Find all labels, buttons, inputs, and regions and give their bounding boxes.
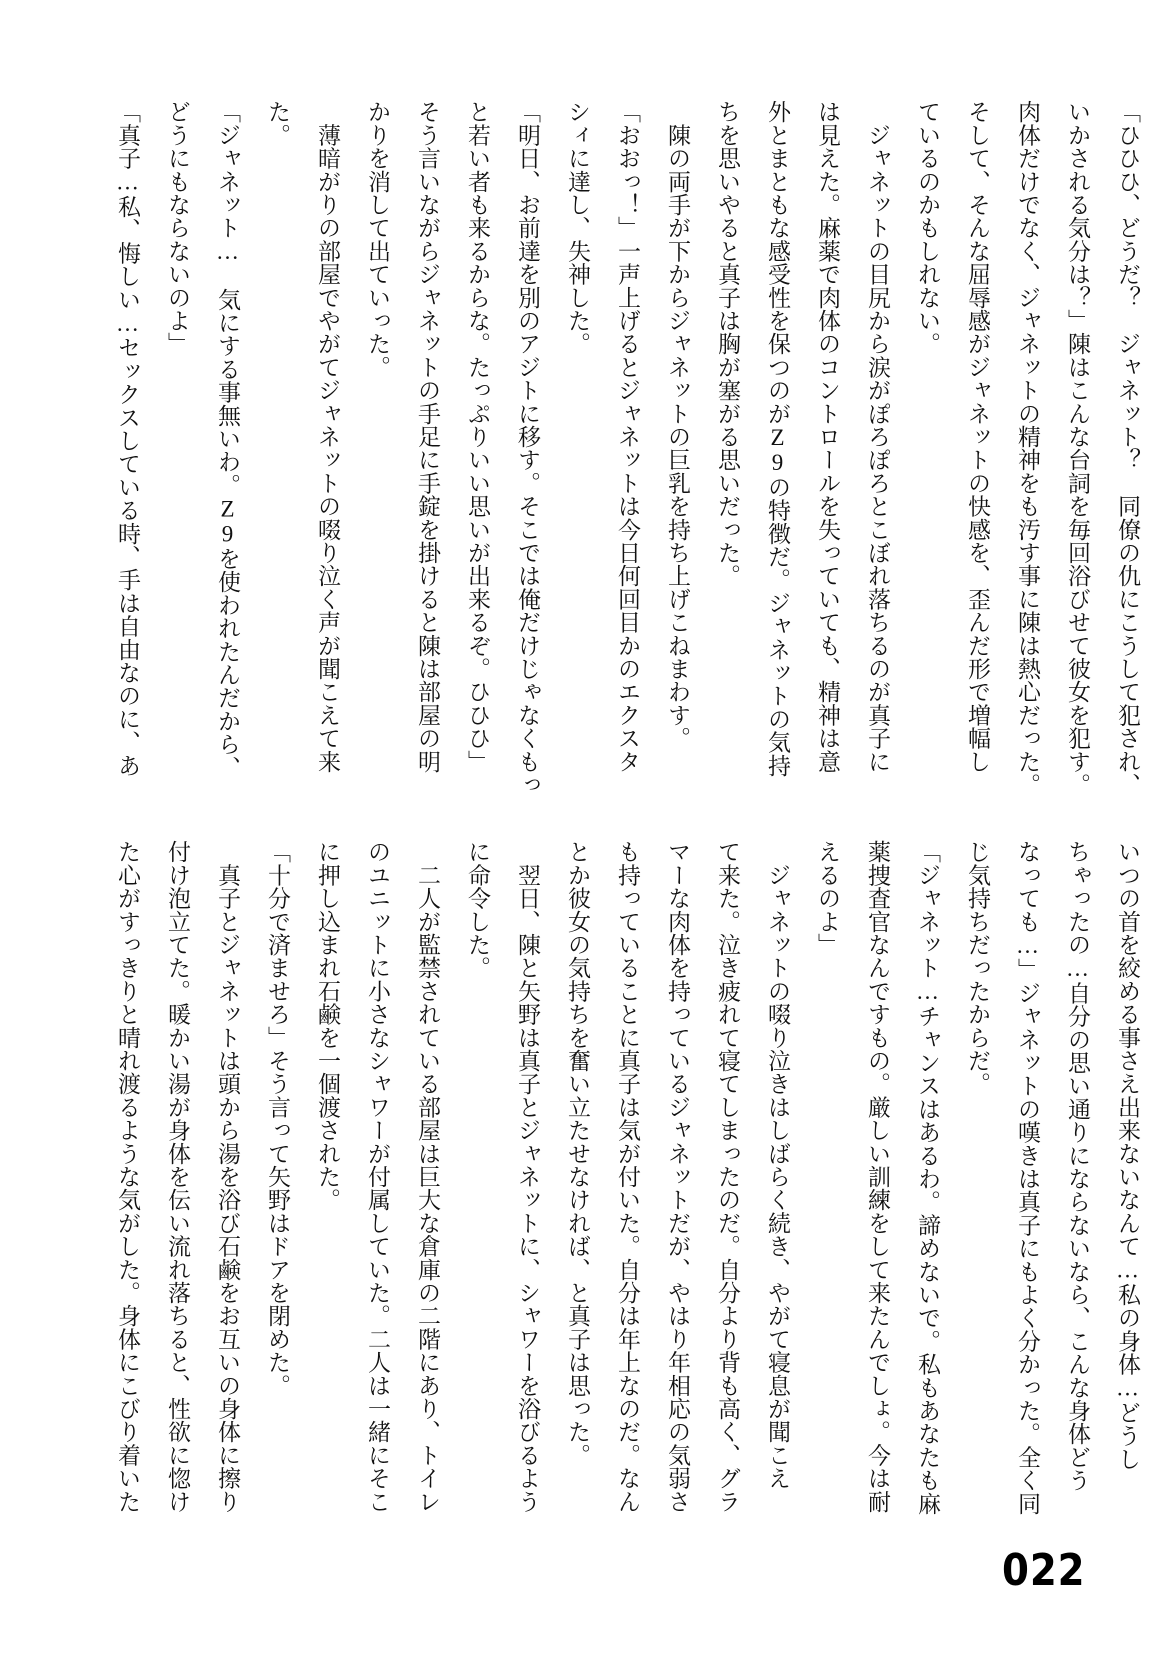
text-column: いかされる気分は？」陳はこんな台詞を毎回浴びせて彼女を犯す。: [1065, 100, 1090, 796]
text-column: た心がすっきりと晴れ渡るような気がした。身体にこびり着いた: [115, 840, 140, 1513]
text-column: 「明日、お前達を別のアジトに移す。そこでは俺だけじゃなくもっ: [515, 100, 540, 796]
text-column: 薄暗がりの部屋でやがてジャネットの啜り泣く声が聞こえて来: [315, 100, 340, 773]
text-column: も持っていることに真子は気が付いた。自分は年上なのだ。なん: [615, 840, 640, 1513]
text-column: どうにもならないのよ」: [165, 100, 190, 356]
text-column: た。: [265, 100, 290, 147]
text-column: 「ひひひ、どうだ？ ジャネット？ 同僚の仇にこうして犯され、: [1115, 100, 1140, 796]
text-column: 真子とジャネットは頭から湯を浴び石鹸をお互いの身体に擦り: [215, 840, 240, 1513]
page-number: 022: [1002, 1545, 1086, 1596]
text-column: ジャネットの啜り泣きはしばらく続き、やがて寝息が聞こえ: [765, 840, 790, 1490]
text-column: 薬捜査官なんですもの。厳しい訓練をして来たんでしょ。今は耐: [865, 840, 890, 1513]
text-column: マーな肉体を持っているジャネットだが、やはり年相応の気弱さ: [665, 840, 690, 1513]
text-column: は見えた。麻薬で肉体のコントロールを失っていても、精神は意: [815, 100, 840, 773]
text-column: に命令した。: [465, 840, 490, 980]
text-column: 「ジャネット…チャンスはあるわ。諦めないで。私もあなたも麻: [915, 840, 940, 1515]
text-column: じ気持ちだったからだ。: [965, 840, 990, 1096]
text-column: かりを消して出ていった。: [365, 100, 390, 379]
text-column: に押し込まれ石鹸を一個渡された。: [315, 840, 340, 1212]
text-column: 肉体だけでなく、ジャネットの精神をも汚す事に陳は熱心だった。: [1015, 100, 1040, 796]
text-column: えるのよ」: [815, 840, 840, 956]
text-column: ジャネットの目尻から涙がぽろぽろとこぼれ落ちるのが真子に: [865, 100, 890, 773]
text-column: とか彼女の気持ちを奮い立たせなければ、と真子は思った。: [565, 840, 590, 1467]
text-column: いつの首を絞める事さえ出来ないなんて…私の身体…どうし: [1115, 840, 1140, 1471]
text-column: 「真子…私、悔しい…セックスしている時、手は自由なのに、あ: [115, 100, 140, 777]
text-column: なっても…」ジャネットの嘆きは真子にもよく分かった。全く同: [1015, 840, 1040, 1515]
text-column: シィに達し、失神した。: [565, 100, 590, 356]
text-column: 翌日、陳と矢野は真子とジャネットに、シャワーを浴びるよう: [515, 840, 540, 1513]
text-column: 二人が監禁されている部屋は巨大な倉庫の二階にあり、トイレ: [415, 840, 440, 1513]
text-column: のユニットに小さなシャワーが付属していた。二人は一緒にそこ: [365, 840, 390, 1513]
text-column: 「十分で済ませろ」そう言って矢野はドアを閉めた。: [265, 840, 290, 1397]
text-column: そして、そんな屈辱感がジャネットの快感を、歪んだ形で増幅し: [965, 100, 990, 773]
text-column: 「おおっ！」一声上げるとジャネットは今日何回目かのエクスタ: [615, 100, 640, 773]
text-column: 外とまともな感受性を保つのがZ9の特徴だ。ジャネットの気持: [765, 100, 790, 777]
text-column: ているのかもしれない。: [915, 100, 940, 356]
top-text-block: [102, 100, 1152, 805]
text-column: 陳の両手が下からジャネットの巨乳を持ち上げこねまわす。: [665, 100, 690, 750]
text-column: て来た。泣き疲れて寝てしまったのだ。自分より背も高く、グラ: [715, 840, 740, 1513]
text-column: と若い者も来るからな。たっぷりいい思いが出来るぞ。ひひひ」: [465, 100, 490, 773]
text-column: 付け泡立てた。暖かい湯が身体を伝い流れ落ちると、性欲に惚け: [165, 840, 190, 1513]
text-column: ちを思いやると真子は胸が塞がる思いだった。: [715, 100, 740, 588]
text-column: ちゃったの…自分の思い通りにならないなら、こんな身体どう: [1065, 840, 1090, 1492]
text-column: そう言いながらジャネットの手足に手錠を掛けると陳は部屋の明: [415, 100, 440, 773]
text-column: 「ジャネット… 気にする事無いわ。Z9を使われたんだから、: [215, 100, 240, 779]
bottom-text-block: [102, 840, 1152, 1545]
